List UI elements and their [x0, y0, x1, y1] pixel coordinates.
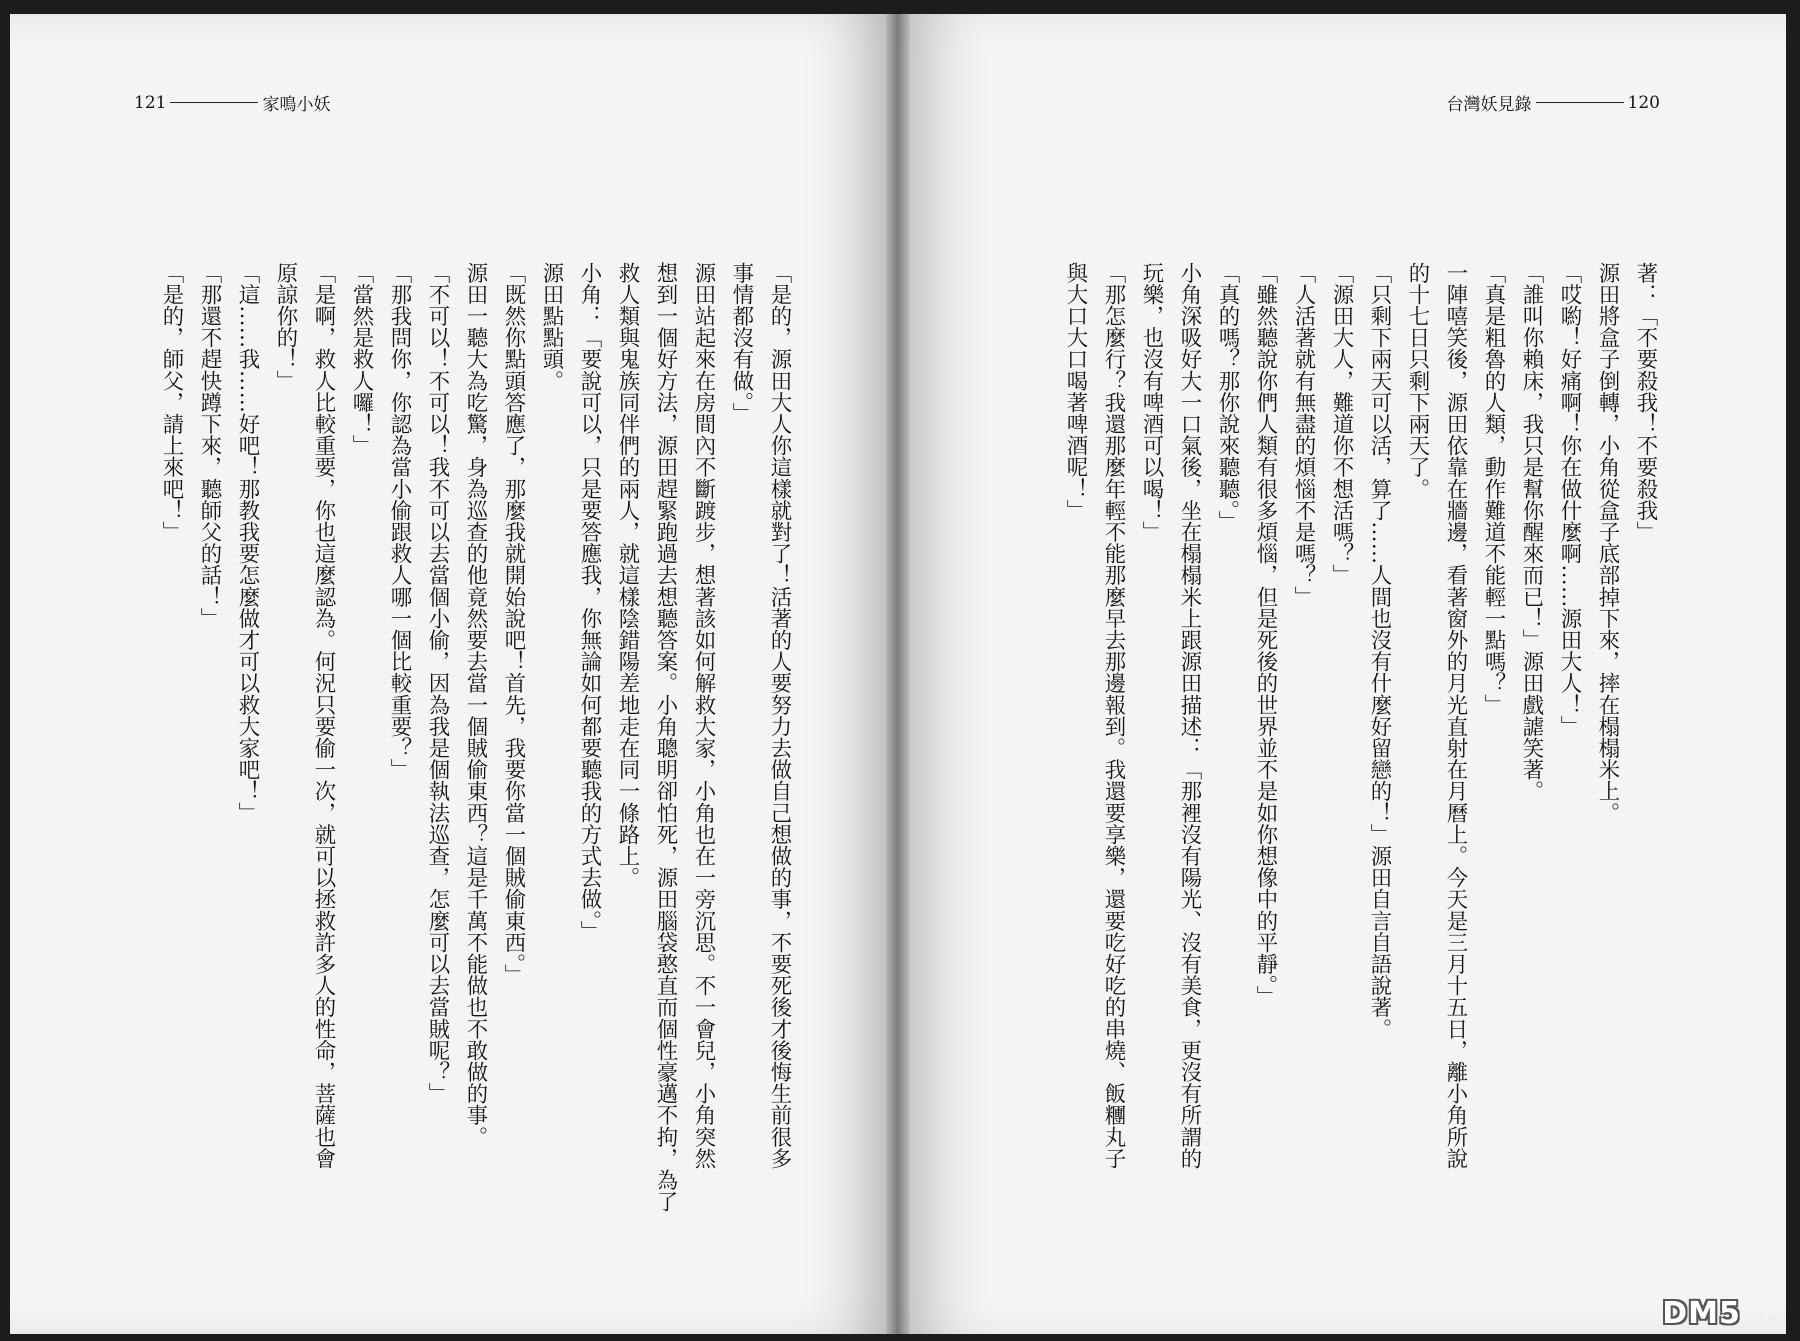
right-page — [898, 14, 1786, 1334]
text-line: 原諒你的！」 — [273, 262, 298, 392]
right-page-header — [1447, 90, 1660, 115]
header-rule — [170, 102, 258, 103]
left-chapter-title: 家鳴小妖 — [262, 95, 331, 115]
text-line: 「只剩下兩天可以活，算了……人間也沒有什麼好留戀的！」源田自言自語說著。 — [1367, 262, 1392, 1040]
text-line: 「是的，師父，請上來吧！」 — [159, 262, 184, 543]
text-line: 源田站起來在房間內不斷踱步，想著該如何解救大家，小角也在一旁沉思。不一會兒，小角突然 — [691, 262, 716, 1170]
site-watermark — [1662, 1296, 1782, 1331]
left-page-number: 121 — [134, 92, 167, 113]
text-line: 「雖然聽說你們人類有很多煩惱，但是死後的世界並不是如你想像中的平靜。」 — [1253, 262, 1278, 1008]
header-rule — [1536, 102, 1624, 103]
text-line: 「誰叫你賴床，我只是幫你醒來而已！」源田戲謔笑著。 — [1519, 262, 1544, 802]
watermark-brand: DM5 — [1662, 1296, 1741, 1331]
text-line: 「是的，源田大人你這樣就對了！活著的人要努力去做自己想做的事，不要死後才後悔生前很多 — [767, 262, 792, 1170]
text-line: 「人活著就有無盡的煩惱不是嗎？」 — [1291, 262, 1316, 608]
text-line: 小角深吸好大一口氣後，坐在榻榻米上跟源田描述：「那裡沒有陽光、沒有美食，更沒有所謂的 — [1177, 262, 1202, 1170]
text-line: 「那還不趕快蹲下來，聽師父的話！」 — [197, 262, 222, 630]
text-line: 「既然你點頭答應了，那麼我就開始說吧！首先，我要你當一個賊偷東西。」 — [501, 262, 526, 986]
text-line: 著：「不要殺我！不要殺我」 — [1633, 262, 1658, 543]
left-page — [10, 14, 898, 1334]
text-line: 源田一聽大為吃驚，身為巡查的他竟然要去當一個賊偷東西？這是千萬不能做也不敢做的事。 — [463, 262, 488, 1148]
text-line: 「當然是救人囉！」 — [349, 262, 374, 457]
text-line: 想到一個好方法，源田趕緊跑過去想聽答案。小角聰明卻怕死，源田腦袋憨直而個性豪邁不拘，為了 — [653, 262, 678, 1213]
text-line: 救人類與鬼族同伴們的兩人，就這樣陰錯陽差地走在同一條路上。 — [615, 262, 640, 889]
text-line: 「真的嗎？那你說來聽聽。」 — [1215, 262, 1240, 533]
text-line: 玩樂，也沒有啤酒可以喝！」 — [1139, 262, 1164, 543]
text-line: 「真是粗魯的人類，動作難道不能輕一點嗎？」 — [1481, 262, 1506, 716]
text-line: 源田將盒子倒轉，小角從盒子底部掉下來，摔在榻榻米上。 — [1595, 262, 1620, 824]
text-line: 一陣嘻笑後，源田依靠在牆邊，看著窗外的月光直射在月曆上。今天是三月十五日，離小角所說 — [1443, 262, 1468, 1170]
left-page-header — [134, 90, 330, 115]
right-book-title: 台灣妖見錄 — [1446, 95, 1532, 115]
text-line: 「是啊，救人比較重要，你也這麼認為。何況只要偷一次，就可以拯救許多人的性命，菩薩也會 — [311, 262, 336, 1170]
text-line: 「源田大人，難道你不想活嗎？」 — [1329, 262, 1354, 586]
text-line: 「那怎麼行？我還那麼年輕不能那麼早去那邊報到。我還要享樂，還要吃好吃的串燒、飯糰丸子 — [1101, 262, 1126, 1170]
right-page-number: 120 — [1627, 92, 1660, 113]
right-page-text — [1004, 262, 1664, 1262]
text-line: 「那我問你，你認為當小偷跟救人哪一個比較重要？」 — [387, 262, 412, 781]
text-line: 事情都沒有做。」 — [729, 262, 754, 425]
text-line: 源田點點頭。 — [539, 262, 564, 392]
watermark-suffix: .com — [1742, 1312, 1782, 1327]
book-gutter — [886, 14, 910, 1334]
text-line: 「不可以！不可以！我不可以去當個小偷，因為我是個執法巡查，怎麼可以去當賊呢？」 — [425, 262, 450, 1105]
text-line: 「這……我……好吧！那教我要怎麼做才可以救大家吧！」 — [235, 262, 260, 824]
text-line: 小角：「要說可以，只是要答應我，你無論如何都要聽我的方式去做。」 — [577, 262, 602, 943]
text-line: 「哎喲！好痛啊！你在做什麼啊……源田大人！」 — [1557, 262, 1582, 738]
text-line: 的十七日只剩下兩天了。 — [1405, 262, 1430, 500]
left-page-text — [138, 262, 798, 1262]
book-spread — [10, 14, 1786, 1334]
text-line: 與大口大口喝著啤酒呢！」 — [1063, 262, 1088, 522]
